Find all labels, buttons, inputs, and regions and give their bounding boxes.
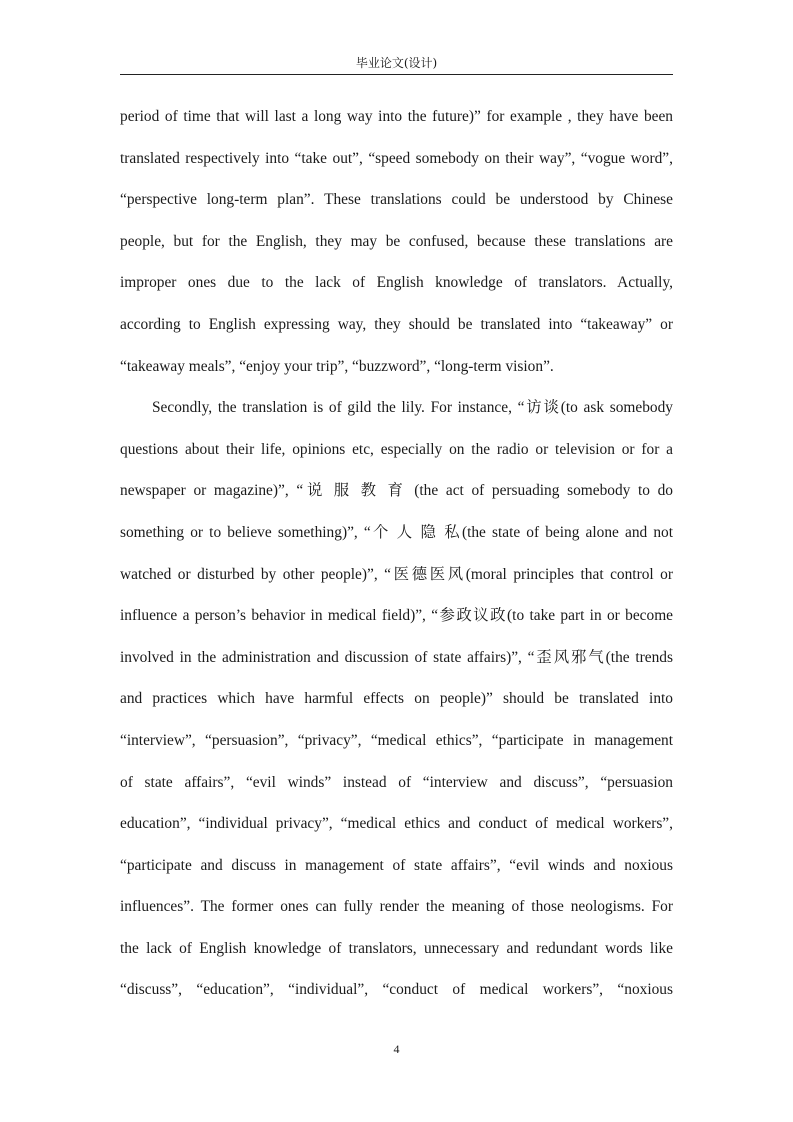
text-line: according to English expressing way, they should be translated into “takeaway” or (120, 315, 673, 333)
body-text (120, 96, 673, 1011)
text-line: influence a person’s behavior in medical field)”, “参政议政(to take part in or become (120, 607, 673, 625)
text-line: influences”. The former ones can fully render the meaning of those neologisms. For (120, 898, 673, 916)
text-line: “participate and discuss in management of state affairs”, “evil winds and noxious (120, 856, 673, 874)
text-line: “discuss”, “education”, “individual”, “conduct of medical workers”, “noxious (120, 981, 673, 999)
text-line: period of time that will last a long way into the future)” for example , they have been (120, 108, 673, 125)
text-line: education”, “individual privacy”, “medical ethics and conduct of medical workers”, (120, 815, 673, 833)
text-line: of state affairs”, “evil winds” instead of “interview and discuss”, “persuasion (120, 773, 673, 791)
text-line: newspaper or magazine)”, “说 服 教 育 (the act of persuading somebody to do (120, 482, 673, 500)
text-line: watched or disturbed by other people)”, “医德医风(moral principles that control or (120, 565, 673, 583)
text-line: the lack of English knowledge of translators, unnecessary and redundant words like (120, 939, 673, 957)
text-line: questions about their life, opinions etc, especially on the radio or television or for a (120, 440, 673, 458)
text-line: translated respectively into “take out”, “speed somebody on their way”, “vogue word”, (120, 149, 673, 167)
text-line: “interview”, “persuasion”, “privacy”, “medical ethics”, “participate in management (120, 731, 673, 749)
text-line: “takeaway meals”, “enjoy your trip”, “buzzword”, “long-term vision”. (120, 357, 554, 375)
text-line: improper ones due to the lack of English knowledge of translators. Actually, (120, 274, 673, 292)
text-line: people, but for the English, they may be confused, because these translations are (120, 232, 673, 250)
text-line: something or to believe something)”, “个 人 隐 私(the state of being alone and not (120, 523, 673, 541)
text-line: and practices which have harmful effects on people)” should be translated into (120, 690, 673, 708)
header-divider (120, 74, 673, 75)
text-line: involved in the administration and discussion of state affairs)”, “歪风邪气(the trends (120, 648, 673, 666)
running-header: 毕业论文(设计) (355, 56, 438, 70)
paragraph-first-line: Secondly, the translation is of gild the lily. For instance, “访谈(to ask somebody (152, 399, 673, 417)
text-line: “perspective long-term plan”. These translations could be understood by Chinese (120, 191, 673, 209)
page-number: 4 (393, 1042, 400, 1056)
